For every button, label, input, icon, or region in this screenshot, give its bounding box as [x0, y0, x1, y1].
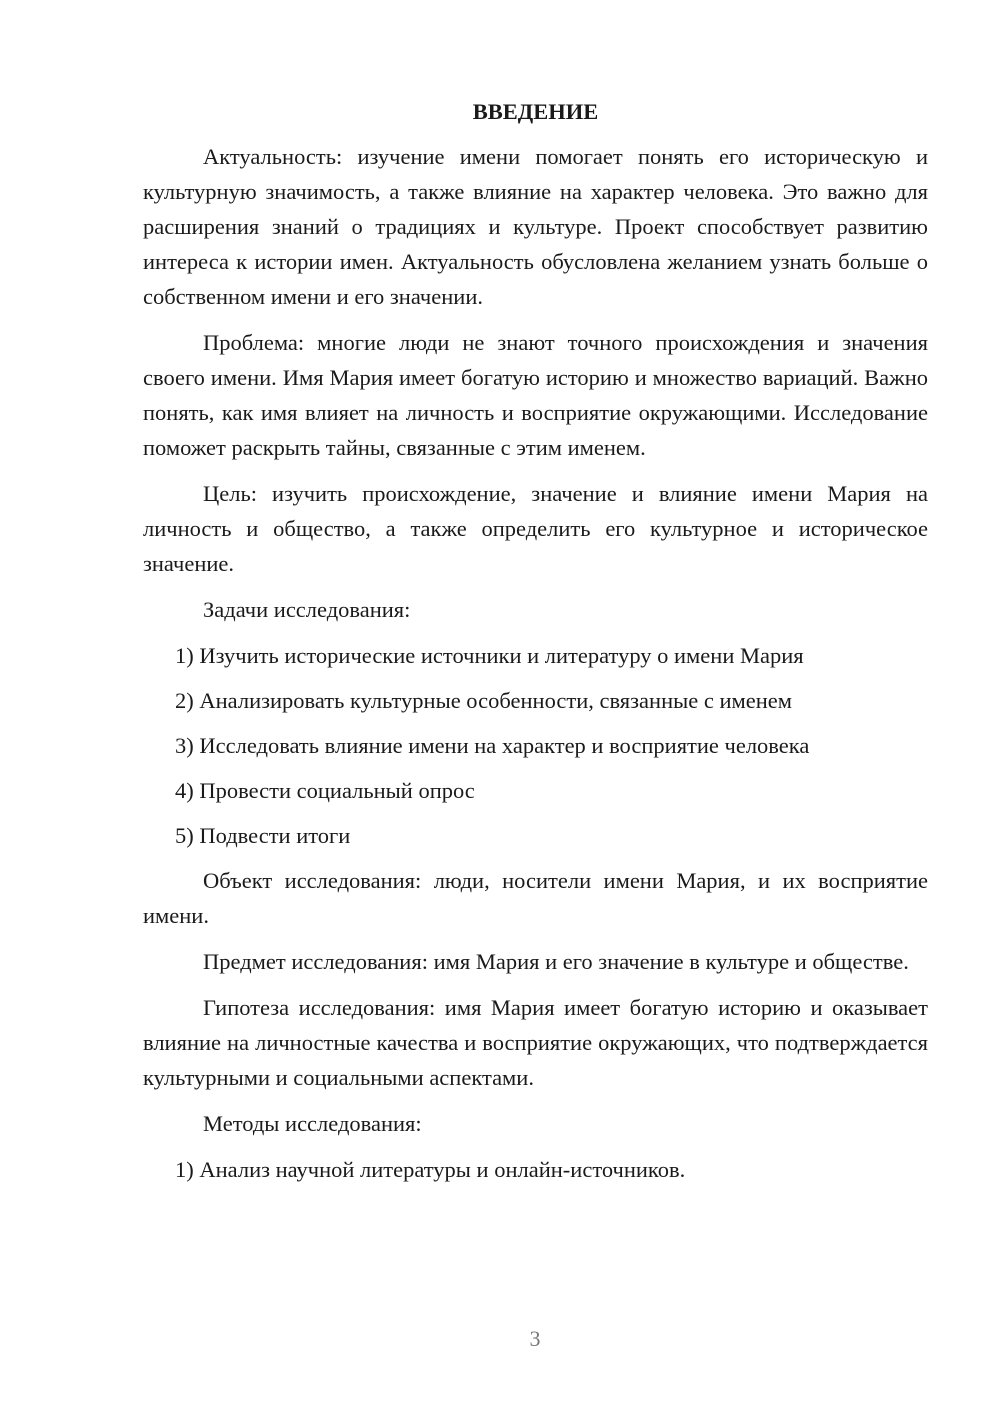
list-item: 4) Провести социальный опрос: [175, 778, 475, 803]
paragraph-relevance: Актуальность: изучение имени помогает понять его историческую и культурную значимость, а также влияние на характер человека. Это важно для расширения знаний о традициях и культуре. Проект способствует развитию интереса к истории имен. Актуальность обусловлена желанием узнать больше о собственном имени и его значении.: [143, 144, 928, 309]
page-number: 3: [529, 1326, 541, 1351]
list-item: 5) Подвести итоги: [175, 823, 351, 848]
methods-heading: Методы исследования:: [203, 1111, 422, 1136]
paragraph-subject: Предмет исследования: имя Мария и его значение в культуре и обществе.: [203, 949, 909, 974]
paragraph-object: Объект исследования: люди, носители имени Мария, и их восприятие имени.: [143, 868, 928, 928]
methods-list: [143, 1152, 928, 1187]
paragraph-hypothesis: Гипотеза исследования: имя Мария имеет богатую историю и оказывает влияние на личностные качества и восприятие окружающих, что подтверждается культурными и социальными аспектами.: [143, 995, 928, 1090]
list-item: 1) Анализ научной литературы и онлайн-источников.: [175, 1157, 686, 1182]
list-item: 2) Анализировать культурные особенности, связанные с именем: [175, 688, 792, 713]
list-item: 3) Исследовать влияние имени на характер и восприятие человека: [175, 733, 810, 758]
paragraph-problem: Проблема: многие люди не знают точного происхождения и значения своего имени. Имя Мария имеет богатую историю и множество вариаций. Важно понять, как имя влияет на личность и восприятие окружающими. Исследование поможет раскрыть тайны, связанные с этим именем.: [143, 330, 928, 460]
document-page: [143, 94, 928, 1197]
paragraph-goal: Цель: изучить происхождение, значение и влияние имени Мария на личность и общество, а также определить его культурное и историческое значение.: [143, 481, 928, 576]
list-item: 1) Изучить исторические источники и литературу о имени Мария: [175, 643, 804, 668]
tasks-heading: Задачи исследования:: [203, 597, 411, 622]
tasks-list: [143, 638, 928, 853]
page-title: ВВЕДЕНИЕ: [472, 99, 599, 124]
